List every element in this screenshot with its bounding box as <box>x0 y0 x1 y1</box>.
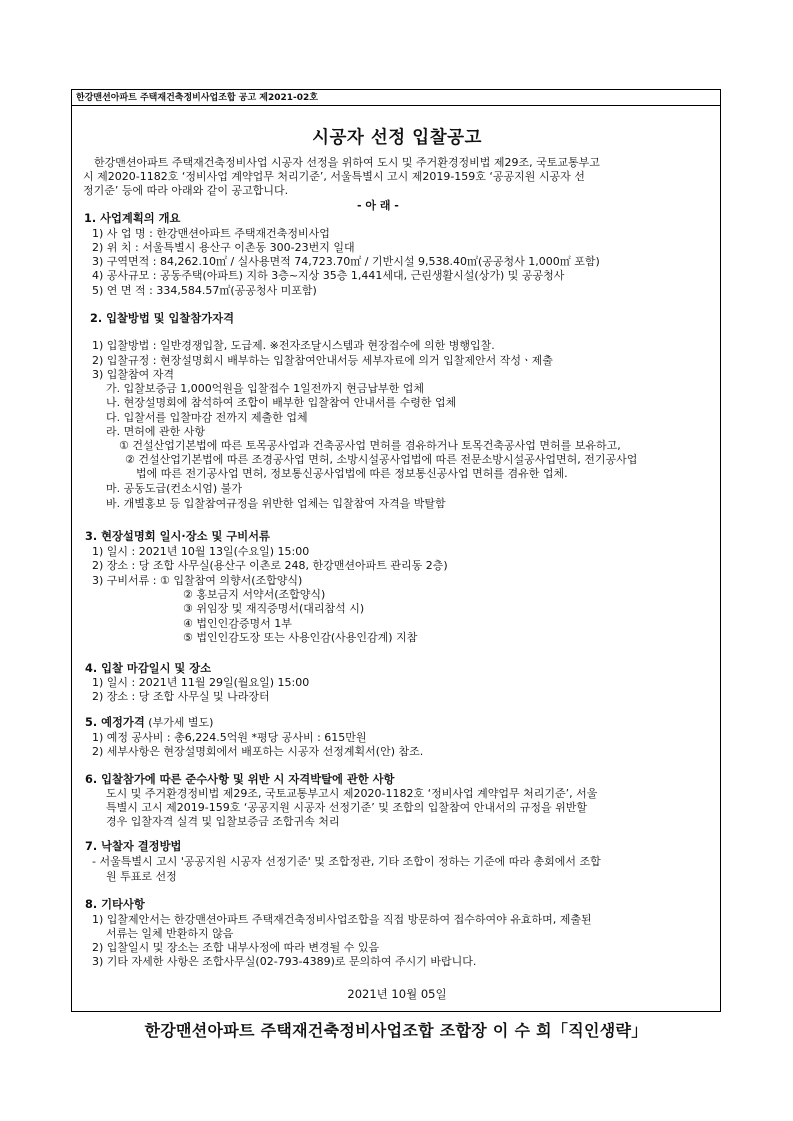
section-3-heading: 3. 현장설명회 일시·장소 및 구비서류 <box>85 530 270 543</box>
list-item: 바. 개별홍보 등 입찰참여규정을 위반한 업체는 입찰참여 자격을 박탈함 <box>106 497 446 510</box>
list-item: 1) 일시 : 2021년 10월 13일(수요일) 15:00 <box>92 545 310 558</box>
list-item: 2) 위 치 : 서울특별시 용산구 이촌동 300-23번지 일대 <box>92 241 355 254</box>
notice-document <box>71 89 721 1012</box>
list-item: 2) 세부사항은 현장설명회에서 배포하는 시공자 선정계획서(안) 참조. <box>92 745 424 758</box>
list-item: 5) 연 면 적 : 334,584.57㎡(공공청사 미포함) <box>92 284 317 297</box>
list-item: ⑤ 법인인감도장 또는 사용인감(사용인감계) 지참 <box>183 631 418 644</box>
section-1-heading: 1. 사업계획의 개요 <box>84 212 181 225</box>
section-5-heading-note: (부가세 별도) <box>144 716 214 729</box>
list-item: 다. 입찰서를 입찰마감 전까지 제출한 업체 <box>106 411 308 424</box>
list-item: 3) 입찰참여 자격 <box>92 368 175 381</box>
paragraph-line: 서류는 일체 반환하지 않음 <box>106 927 234 940</box>
paragraph-line: - 서울특별시 고시 '공공지원 시공자 선정기준' 및 조합정관, 기타 조합이 정하는 기준에 따라 총회에서 조합 <box>92 855 601 868</box>
section-5-heading <box>85 716 213 730</box>
notice-date: 2021년 10월 05일 <box>347 987 447 1001</box>
list-item: 4) 공사규모 : 공동주택(아파트) 지하 3층~지상 35층 1,441세대, 근린생활시설(상가) 및 공공청사 <box>92 269 565 282</box>
section-7-heading: 7. 낙찰자 결정방법 <box>85 840 182 853</box>
list-item: 나. 현장설명회에 참석하여 조합이 배부한 입찰참여 안내서를 수령한 업체 <box>106 396 457 409</box>
list-item: 2) 장소 : 당 조합 사무실(용산구 이촌로 248, 한강맨션아파트 관리동 2층) <box>92 559 448 572</box>
list-item: ① 건설산업기본법에 따른 토목공사업과 건축공사업 면허를 겸유하거나 토목건축공사업 면허를 보유하고, <box>119 439 621 452</box>
paragraph-line: 1) 입찰제안서는 한강맨션아파트 주택재건축정비사업조합을 직접 방문하여 접수하여야 유효하며, 제출된 <box>92 913 592 926</box>
list-item: ③ 위임장 및 재직증명서(대리참석 시) <box>183 602 365 615</box>
list-item: 2) 입찰규정 : 현장설명회시 배부하는 입찰참여안내서등 세부자료에 의거 입찰제안서 작성ㆍ제출 <box>92 354 553 367</box>
below-marker: - 아 래 - <box>357 199 399 212</box>
signature-line: 한강맨션아파트 주택재건축정비사업조합 조합장 이 수 희「직인생략」 <box>144 1021 648 1040</box>
intro-line: 정기준’ 등에 따라 아래와 같이 공고합니다. <box>83 184 289 197</box>
list-item: 1) 일시 : 2021년 11월 29일(월요일) 15:00 <box>92 676 310 689</box>
list-item: ④ 법인인감증명서 1부 <box>183 617 292 630</box>
list-item: 2) 장소 : 당 조합 사무실 및 나라장터 <box>92 690 270 703</box>
list-item: 가. 입찰보증금 1,000억원을 입찰접수 1일전까지 현금납부한 업체 <box>106 382 424 395</box>
list-item: 라. 면허에 관한 사항 <box>106 425 205 438</box>
list-item: ② 건설산업기본법에 따른 조경공사업 면허, 소방시설공사업법에 따른 전문소방시설공사업면허, 전기공사업 <box>125 453 638 466</box>
paragraph-line: 도시 및 주거환경정비법 제29조, 국토교통부고시 제2020-1182호 ‘정비사업 계약업무 처리기준’, 서울 <box>106 787 598 800</box>
section-8-heading: 8. 기타사항 <box>85 898 145 911</box>
section-6-heading: 6. 입찰참가에 따른 준수사항 및 위반 시 자격박탈에 관한 사항 <box>85 773 395 786</box>
list-item: 법에 따른 전기공사업 면허, 정보통신공사업법에 따른 정보통신공사업 면허를 겸유한 업체. <box>136 467 568 480</box>
list-item: ② 홍보금지 서약서(조합양식) <box>183 588 326 601</box>
list-item: 1) 예정 공사비 : 총6,224.5억원 *평당 공사비 : 615만원 <box>92 731 367 744</box>
section-2-heading: 2. 입찰방법 및 입찰참가자격 <box>90 312 234 325</box>
paragraph-line: 2) 입찰일시 및 장소는 조합 내부사정에 따라 변경될 수 있음 <box>92 941 380 954</box>
section-5-heading-main: 5. 예정가격 <box>85 716 145 729</box>
notice-number: 한강맨션아파트 주택재건축정비사업조합 공고 제2021-02호 <box>72 90 720 106</box>
paragraph-line: 경우 입찰자격 실격 및 입찰보증금 조합귀속 처리 <box>106 815 340 828</box>
section-4-heading: 4. 입찰 마감일시 및 장소 <box>85 662 212 675</box>
list-item: 1) 사 업 명 : 한강맨션아파트 주택재건축정비사업 <box>92 227 330 240</box>
list-item: 1) 입찰방법 : 일반경쟁입찰, 도급제. ※전자조달시스템과 현장접수에 의한 병행입찰. <box>92 339 495 352</box>
intro-line: 한강맨션아파트 주택재건축정비사업 시공자 선정을 위하여 도시 및 주거환경정비법 제29조, 국토교통부고 <box>94 156 600 169</box>
list-item: 3) 구역면적 : 84,262.10㎡ / 실사용면적 74,723.70㎡ / 기반시설 9,538.40㎡(공공청사 1,000㎡ 포함) <box>92 255 600 268</box>
paragraph-line: 3) 기타 자세한 사항은 조합사무실(02-793-4389)로 문의하여 주시기 바랍니다. <box>92 955 477 968</box>
paragraph-line: 원 투표로 선정 <box>106 870 177 883</box>
intro-line: 시 제2020-1182호 ‘정비사업 계약업무 처리기준’, 서울특별시 고시 제2019-159호 ‘공공지원 시공자 선 <box>83 170 585 183</box>
page-title: 시공자 선정 입찰공고 <box>312 128 482 148</box>
list-item: 3) 구비서류 : ① 입찰참여 의향서(조합양식) <box>92 574 303 587</box>
paragraph-line: 특별시 고시 제2019-159호 ‘공공지원 시공자 선정기준’ 및 조합의 입찰참여 안내서의 규정을 위반할 <box>106 801 587 814</box>
list-item: 마. 공동도급(컨소시엄) 불가 <box>106 482 242 495</box>
